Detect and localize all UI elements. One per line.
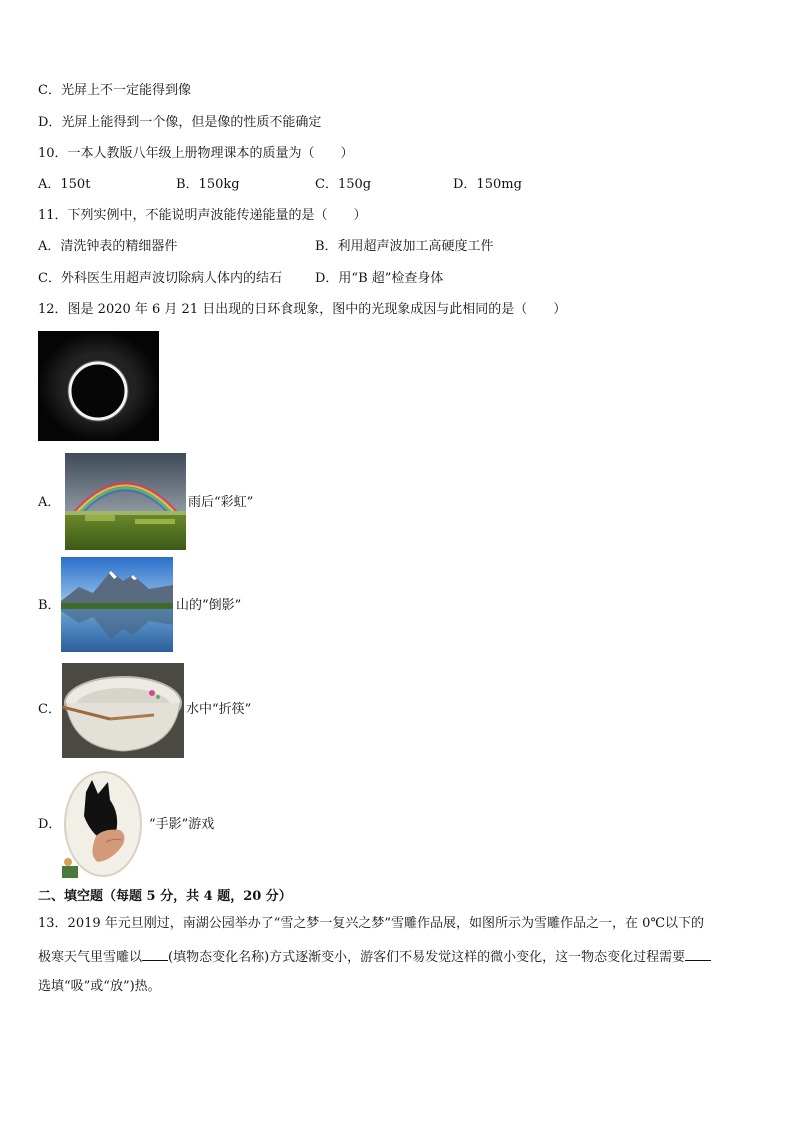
q13-line-2-b: (填物态变化名称)方式逐渐变小，游客们不易发觉这样的微小变化，这一物态变化过程需要	[168, 950, 686, 965]
q12-option-c-letter: C．	[38, 702, 61, 717]
q11-option-a: A．清洗钟表的精细器件	[38, 239, 178, 254]
section-2-heading: 二、填空题（每题 5 分，共 4 题，20 分）	[38, 889, 292, 904]
q12-option-a-letter: A．	[38, 495, 61, 510]
q10-option-b: B．150kg	[176, 177, 240, 192]
q12-option-b-letter: B．	[38, 598, 61, 613]
q11-option-d: D．用“B 超”检查身体	[315, 271, 444, 286]
q11-option-b: B．利用超声波加工高硬度工件	[315, 239, 494, 254]
q13-blank-1[interactable]	[142, 947, 168, 961]
q12-option-c-caption: 水中“折筷”	[186, 702, 252, 717]
q13-blank-2[interactable]	[685, 947, 711, 961]
q12-option-d-caption: “手影”游戏	[149, 817, 215, 832]
q9-option-c: C．光屏上不一定能得到像	[38, 83, 191, 98]
q10-option-c: C．150g	[315, 177, 372, 192]
q10-option-d: D．150mg	[453, 177, 522, 192]
q13-line-3: 选填“吸”或“放”)热。	[38, 979, 161, 994]
q13-line-2	[38, 947, 711, 967]
q12-stem: 12．图是 2020 年 6 月 21 日出现的日环食现象，图中的光现象成因与此相同的是（ ）	[38, 302, 567, 317]
rainbow-image	[65, 453, 186, 550]
bent-chopstick-image	[62, 663, 184, 758]
q10-option-a: A．150t	[38, 177, 91, 192]
annular-eclipse-image	[38, 331, 159, 441]
q12-option-d-letter: D．	[38, 817, 62, 832]
mountain-reflection-image	[61, 557, 173, 652]
q10-stem: 10．一本人教版八年级上册物理课本的质量为（ ）	[38, 146, 354, 161]
q13-line-1: 13．2019 年元旦刚过，南湖公园举办了“雪之梦一复兴之梦”雪雕作品展，如图所示为雪雕作品之一，在 0℃以下的	[38, 916, 704, 931]
q11-stem: 11．下列实例中，不能说明声波能传递能量的是（ ）	[38, 208, 367, 223]
q11-option-c: C．外科医生用超声波切除病人体内的结石	[38, 271, 282, 286]
q9-option-d: D．光屏上能得到一个像，但是像的性质不能确定	[38, 115, 322, 130]
q13-line-2-a: 极寒天气里雪雕以	[38, 950, 143, 965]
hand-shadow-image	[62, 770, 144, 878]
q12-option-b-caption: 山的“倒影”	[176, 598, 242, 613]
q12-option-a-caption: 雨后“彩虹”	[188, 495, 254, 510]
